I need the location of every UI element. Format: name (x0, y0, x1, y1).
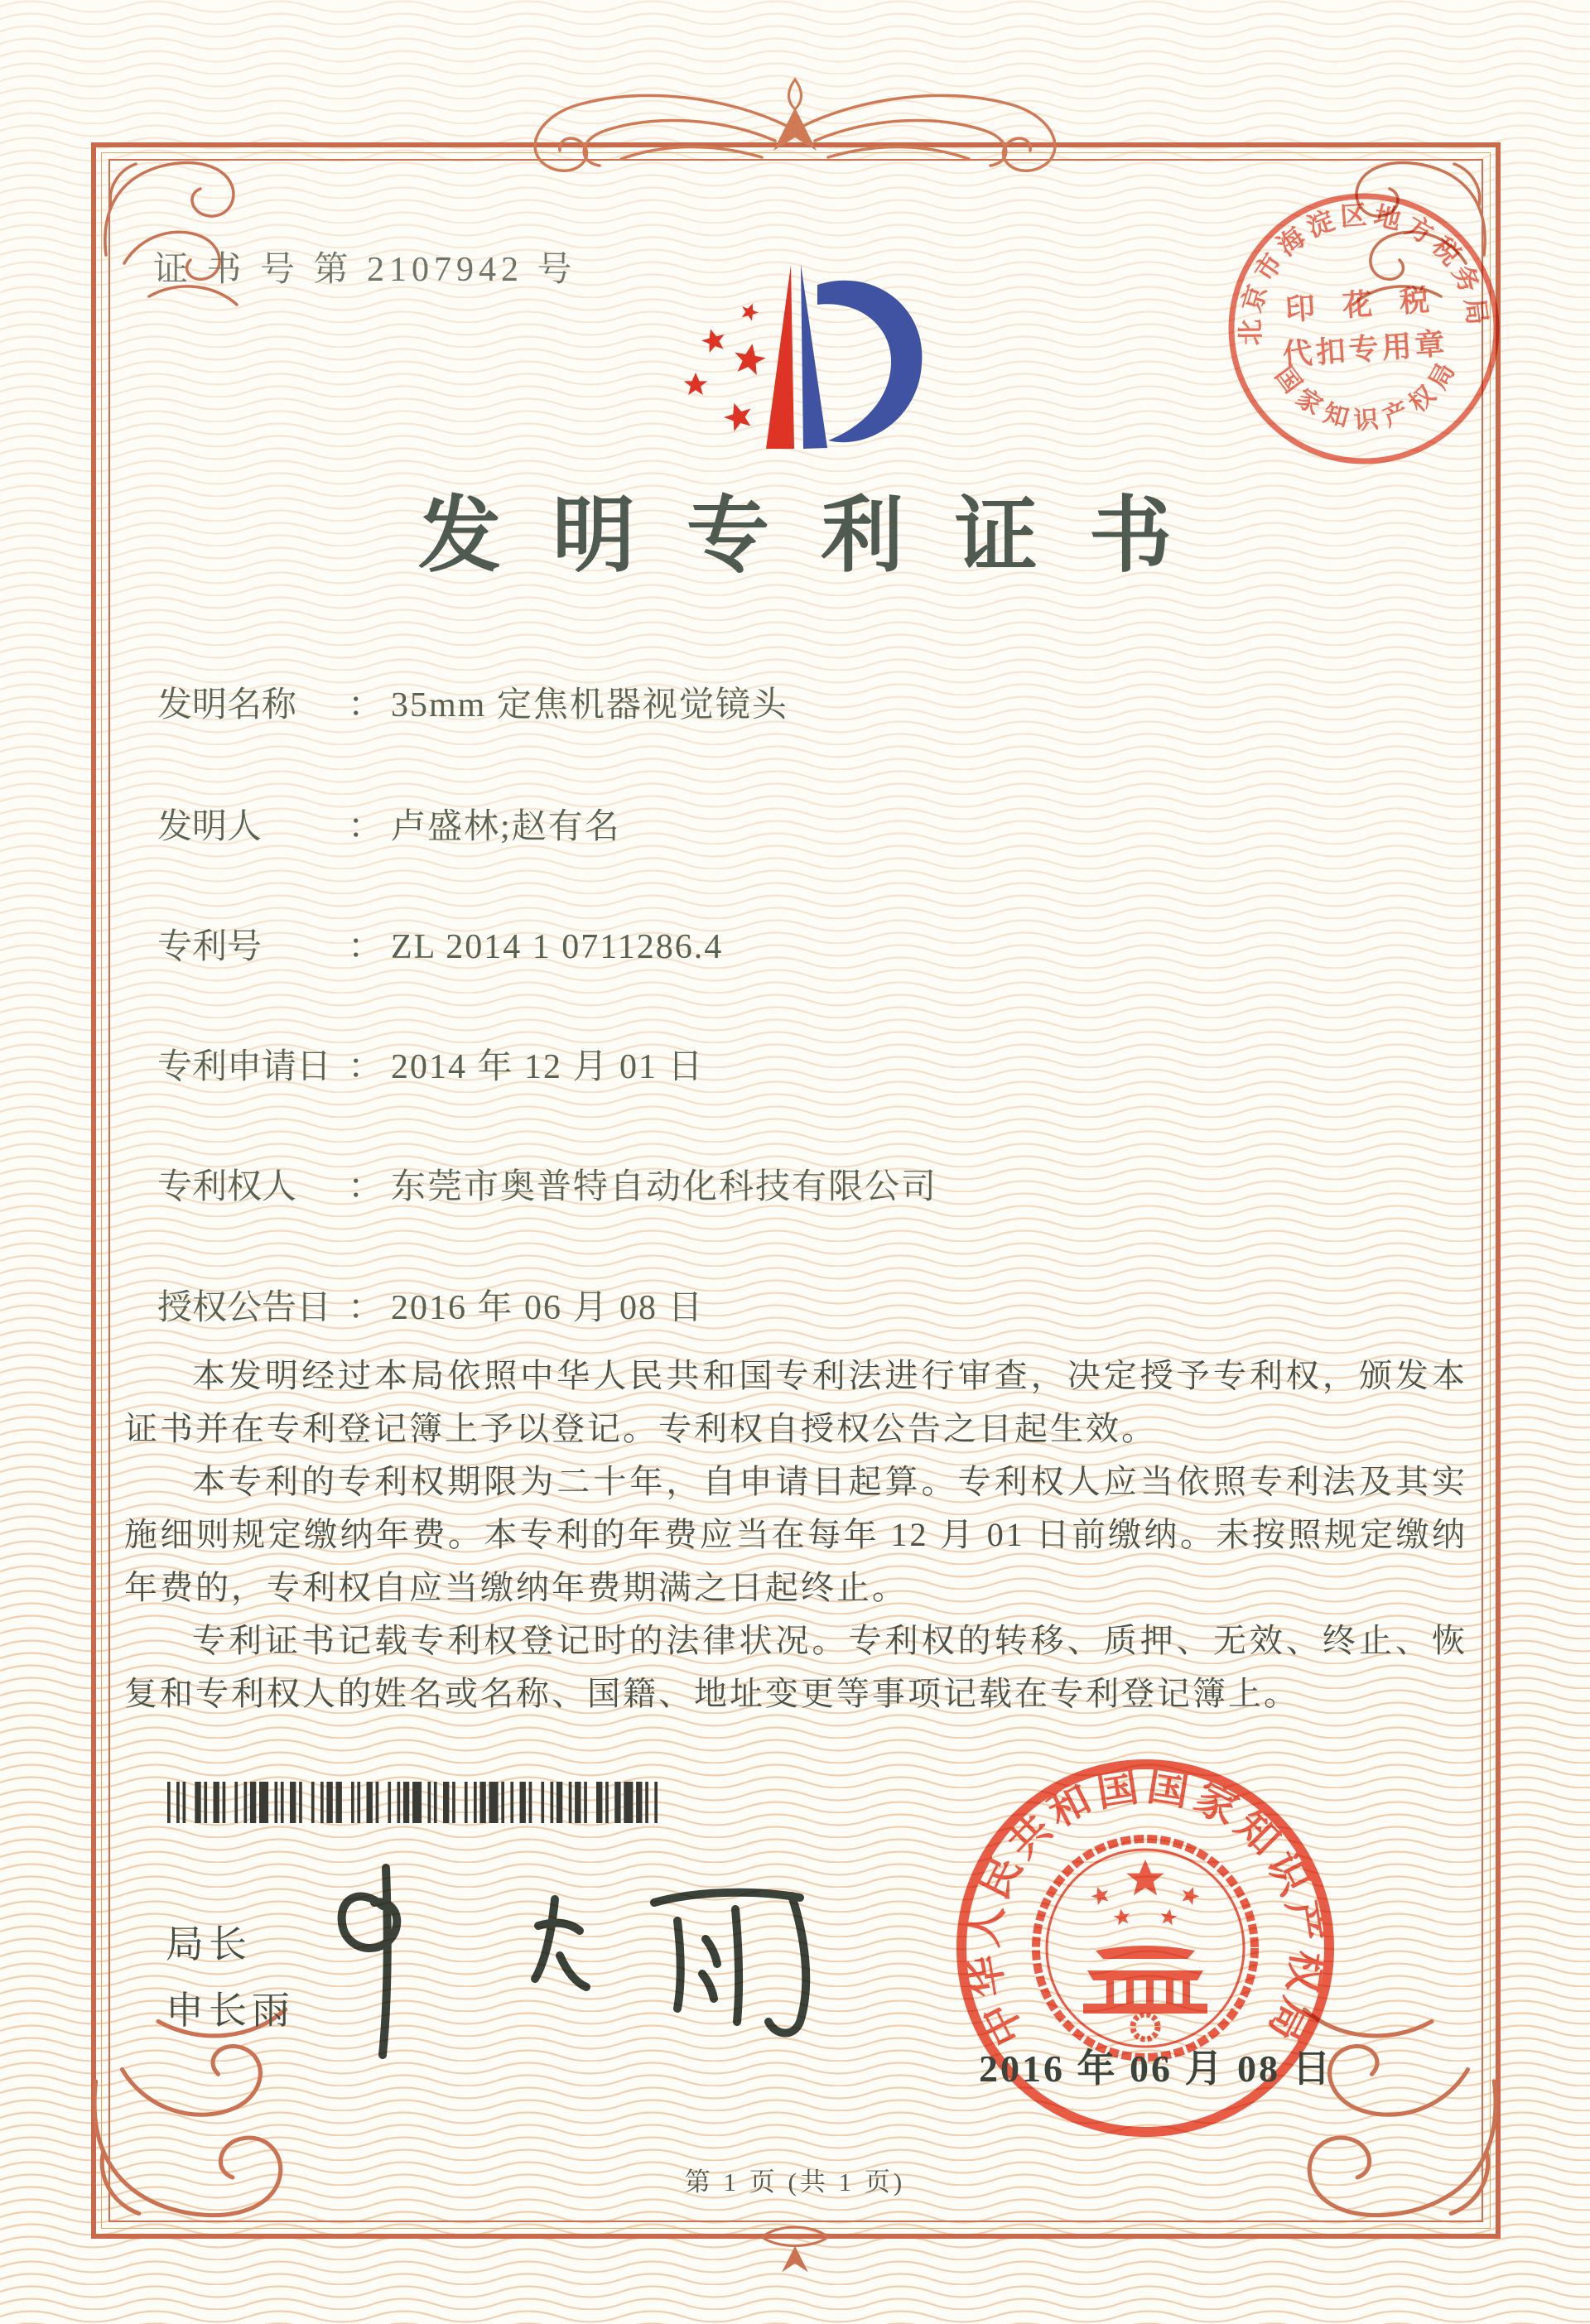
field-inventors: 发明人 ： 卢盛林;赵有名 (157, 799, 1317, 849)
field-invention-name: 发明名称 ： 35mm 定焦机器视觉镜头 (157, 677, 1317, 727)
field-grant-date: 授权公告日 ： 2016 年 06 月 08 日 (157, 1280, 1317, 1330)
tax-stamp-line1: 印 花 税 (1284, 282, 1441, 327)
tax-stamp-seal (1209, 174, 1519, 484)
field-patentee: 专利权人 ： 东莞市奥普特自动化科技有限公司 (157, 1159, 1317, 1209)
field-label: 专利权人 (157, 1168, 297, 1206)
field-label: 发明人 (157, 808, 263, 846)
signer-title: 局长 (166, 1923, 252, 1966)
page-footer: 第 1 页 (共 1 页) (684, 2168, 906, 2196)
field-value: 35mm 定焦机器视觉镜头 (391, 686, 788, 724)
top-center-ornament (535, 79, 1055, 171)
field-value: 东莞市奥普特自动化科技有限公司 (391, 1168, 938, 1206)
field-label: 授权公告日 (157, 1289, 332, 1327)
field-value: ZL 2014 1 0711286.4 (391, 928, 724, 966)
tax-stamp-line2: 代扣专用章 (1281, 327, 1449, 372)
tax-stamp-arc-bottom: 国家知识产权局 (1270, 351, 1465, 435)
bottom-center-ornament (762, 2227, 828, 2269)
svg-text:北京市海淀区地方税务局 (1226, 192, 1494, 348)
certificate-title: 发明专利证书 (418, 490, 1223, 582)
barcode-bars (167, 1782, 658, 1823)
legal-text (124, 1350, 1467, 1720)
barcode (167, 1782, 658, 1823)
seal-date: 2016 年 06 月 08 日 (979, 2047, 1333, 2090)
field-label: 专利申请日 (157, 1048, 332, 1086)
field-value: 2014 年 12 月 01 日 (391, 1048, 705, 1086)
field-value: 2016 年 06 月 08 日 (391, 1289, 705, 1327)
signer-name: 申长雨 (166, 1990, 295, 2032)
field-label: 发明名称 (157, 686, 297, 724)
field-label: 专利号 (157, 928, 263, 966)
paragraph-term-fees: 本专利的专利权期限为二十年，自申请日起算。专利权人应当依照专利法及其实施细则规定缴纳年费。本专利的年费应当在每年 12 月 01 日前缴纳。未按照规定缴纳年费的，专利权自应当缴纳年费期满之日起终止。 (124, 1463, 1467, 1606)
national-emblem-icon (1036, 1839, 1255, 2057)
paragraph-grant: 本发明经过本局依照中华人民共和国专利法进行审查，决定授予专利权，颁发本证书并在专利登记簿上予以登记。专利权自授权公告之日起生效。 (124, 1357, 1467, 1447)
certificate-number: 证 书 号 第 2107942 号 (153, 251, 577, 289)
field-value: 卢盛林;赵有名 (391, 808, 621, 846)
paragraph-register: 专利证书记载专利权登记时的法律状况。专利权的转移、质押、无效、终止、恢复和专利权人的姓名或名称、国籍、地址变更等事项记载在专利登记簿上。 (124, 1622, 1467, 1712)
seal-arc-text: 中华人民共和国国家知识产权局 (959, 1762, 1332, 2054)
field-filing-date: 专利申请日 ： 2014 年 12 月 01 日 (157, 1039, 1317, 1089)
signature (306, 1856, 853, 2063)
cnipa-logo-icon (648, 242, 929, 467)
field-patent-number: 专利号 ： ZL 2014 1 0711286.4 (157, 919, 1317, 969)
tax-stamp-arc-top: 北京市海淀区地方税务局 (1235, 200, 1494, 346)
